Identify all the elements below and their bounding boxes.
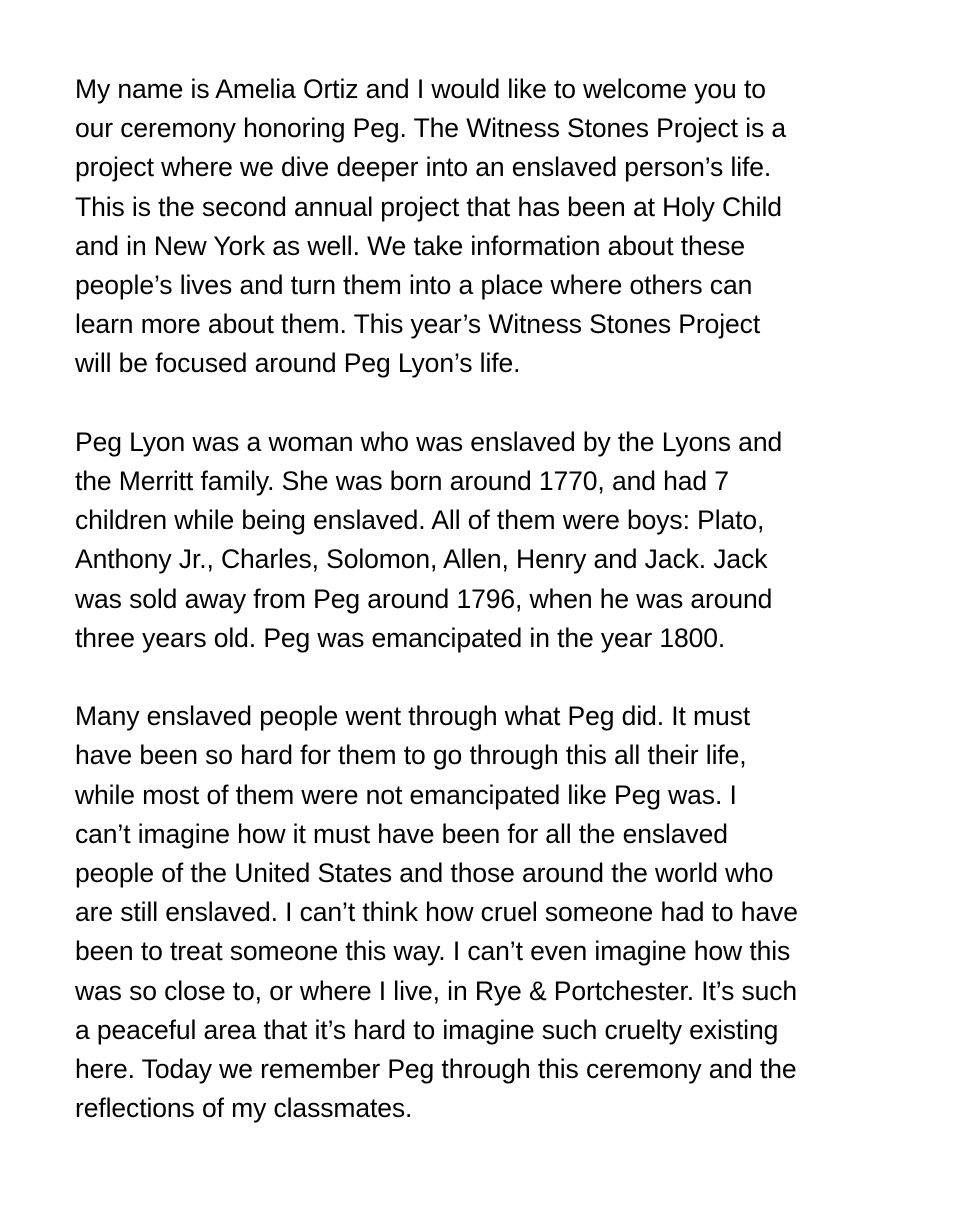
text-line: reflections of my classmates. xyxy=(75,1093,413,1124)
text-line: people of the United States and those around the world who xyxy=(75,858,774,889)
text-line: our ceremony honoring Peg. The Witness Stones Project is a xyxy=(75,113,787,144)
text-line: children while being enslaved. All of them were boys: Plato, xyxy=(75,505,765,536)
text-line: will be focused around Peg Lyon’s life. xyxy=(75,348,521,379)
paragraph-reflection xyxy=(75,697,955,1128)
text-line: This is the second annual project that has been at Holy Child xyxy=(75,191,782,222)
text-line: My name is Amelia Ortiz and I would like to welcome you to xyxy=(75,74,766,104)
text-line: here. Today we remember Peg through this ceremony and the xyxy=(75,1054,797,1085)
paragraph-peg-lyon xyxy=(75,423,955,658)
text-line: and in New York as well. We take information about these xyxy=(75,230,746,261)
text-line: while most of them were not emancipated like Peg was. I xyxy=(75,779,737,810)
text-line: Peg Lyon was a woman who was enslaved by the Lyons and xyxy=(75,426,783,457)
text-line: was so close to, or where I live, in Rye & Portchester. It’s such xyxy=(75,975,798,1006)
text-line: Anthony Jr., Charles, Solomon, Allen, Henry and Jack. Jack xyxy=(75,544,768,575)
text-line: project where we dive deeper into an enslaved person’s life. xyxy=(75,152,772,183)
document-body xyxy=(75,70,955,1168)
text-line: have been so hard for them to go through this all their life, xyxy=(75,740,747,771)
text-line: was sold away from Peg around 1796, when he was around xyxy=(75,583,773,614)
text-line: Many enslaved people went through what Peg did. It must xyxy=(75,701,751,732)
text-line: are still enslaved. I can’t think how cruel someone had to have xyxy=(75,897,798,928)
text-line: can’t imagine how it must have been for all the enslaved xyxy=(75,818,728,849)
text-line: a peaceful area that it’s hard to imagine such cruelty existing xyxy=(75,1014,779,1045)
text-line: the Merritt family. She was born around 1770, and had 7 xyxy=(75,466,729,497)
text-line: people’s lives and turn them into a place where others can xyxy=(75,270,753,301)
text-line: been to treat someone this way. I can’t even imagine how this xyxy=(75,936,791,967)
paragraph-intro xyxy=(75,70,955,384)
text-line: three years old. Peg was emancipated in the year 1800. xyxy=(75,622,726,653)
text-line: learn more about them. This year’s Witness Stones Project xyxy=(75,309,761,340)
